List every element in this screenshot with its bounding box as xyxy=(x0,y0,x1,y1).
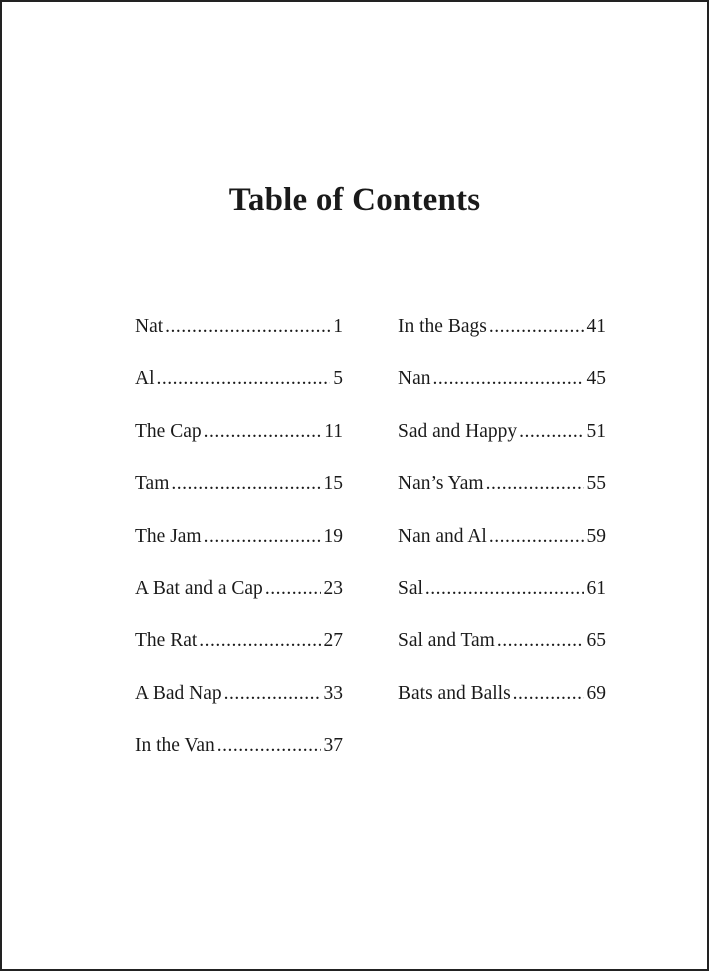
toc-entry xyxy=(398,417,606,469)
leader-dots xyxy=(489,312,584,342)
toc-entry-title: In the Van xyxy=(135,735,215,757)
leader-dots xyxy=(199,626,320,656)
toc-entry-page: 69 xyxy=(586,682,606,704)
toc-entry-page: 11 xyxy=(324,420,343,442)
toc-entry xyxy=(135,417,343,469)
toc-entry xyxy=(135,469,343,521)
toc-entry-title: Bats and Balls xyxy=(398,682,511,704)
toc-entry xyxy=(398,364,606,416)
toc-entry-page: 23 xyxy=(323,577,343,599)
toc-entry xyxy=(398,469,606,521)
toc-entry-title: Nan xyxy=(398,368,431,390)
toc-entry-title: Nan and Al xyxy=(398,525,487,547)
toc-entry-page: 37 xyxy=(323,735,343,757)
leader-dots xyxy=(265,574,321,604)
toc-column-left xyxy=(135,312,343,784)
toc-entry xyxy=(135,731,343,783)
toc-entry-page: 27 xyxy=(323,630,343,652)
toc-entry-title: Sad and Happy xyxy=(398,420,518,442)
toc-entry xyxy=(135,364,343,416)
leader-dots xyxy=(497,626,584,656)
leader-dots xyxy=(165,312,330,342)
toc-entry-title: Nan’s Yam xyxy=(398,473,484,495)
leader-dots xyxy=(513,679,584,709)
toc-entry-title: Tam xyxy=(135,473,170,495)
leader-dots xyxy=(224,679,321,709)
toc-entry xyxy=(398,679,606,731)
toc-entry-page: 19 xyxy=(323,525,343,547)
toc-entry xyxy=(135,522,343,574)
toc-entry-page: 55 xyxy=(586,473,606,495)
toc-entry-page: 45 xyxy=(586,368,606,390)
toc-entry xyxy=(398,522,606,574)
toc-entry xyxy=(398,574,606,626)
toc-entry xyxy=(135,679,343,731)
leader-dots xyxy=(489,522,584,552)
toc-entry-title: Sal and Tam xyxy=(398,630,495,652)
toc-column-right xyxy=(398,312,606,731)
toc-entry-page: 5 xyxy=(333,368,343,390)
toc-entry-page: 65 xyxy=(586,630,606,652)
toc-entry xyxy=(135,312,343,364)
toc-entry-page: 61 xyxy=(586,577,606,599)
leader-dots xyxy=(204,522,321,552)
toc-entry-title: The Rat xyxy=(135,630,198,652)
page-title: Table of Contents xyxy=(228,182,481,218)
toc-entry-title: A Bat and a Cap xyxy=(135,577,263,599)
toc-entry xyxy=(398,312,606,364)
leader-dots xyxy=(217,731,321,761)
toc-entry xyxy=(398,626,606,678)
leader-dots xyxy=(204,417,322,447)
toc-entry-title: Al xyxy=(135,368,155,390)
toc-entry-title: A Bad Nap xyxy=(135,682,222,704)
toc-entry-page: 1 xyxy=(333,316,343,337)
toc-entry xyxy=(135,626,343,678)
toc-entry-title: The Cap xyxy=(135,420,202,442)
toc-entry-page: 33 xyxy=(323,682,343,704)
toc-entry-page: 51 xyxy=(586,420,606,442)
leader-dots xyxy=(157,364,331,394)
toc-entry-page: 15 xyxy=(323,473,343,495)
toc-entry-title: Sal xyxy=(398,577,423,599)
toc-entry-title: Nat xyxy=(135,316,164,337)
leader-dots xyxy=(433,364,584,394)
toc-entry-title: In the Bags xyxy=(398,316,487,337)
leader-dots xyxy=(171,469,320,499)
leader-dots xyxy=(519,417,583,447)
toc-entry-title: The Jam xyxy=(135,525,202,547)
toc-entry-page: 41 xyxy=(586,316,606,337)
leader-dots xyxy=(486,469,584,499)
toc-entry-page: 59 xyxy=(586,525,606,547)
toc-entry xyxy=(135,574,343,626)
leader-dots xyxy=(425,574,584,604)
